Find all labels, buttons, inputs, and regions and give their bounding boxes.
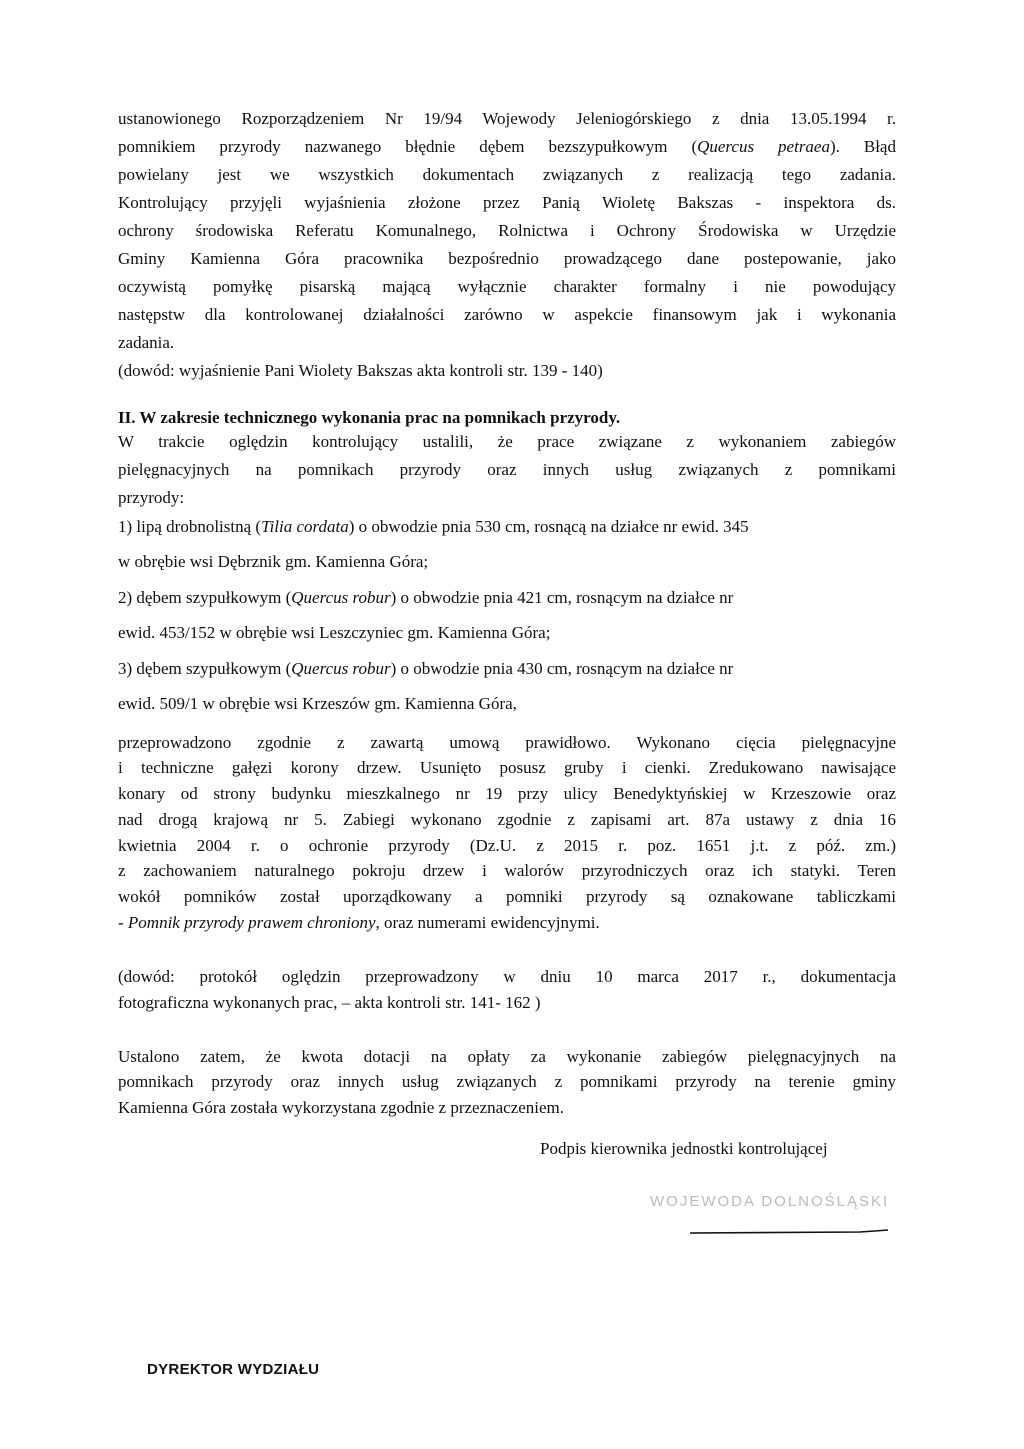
text-line: ustanowionego Rozporządzeniem Nr 19/94 Wojewody Jeleniogórskiego z dnia 13.05.1994 r. (118, 109, 896, 128)
text-line: przeprowadzono zgodnie z zawartą umową prawidłowo. Wykonano cięcia pielęgnacyjne (118, 733, 896, 752)
text-line: ewid. 453/152 w obrębie wsi Leszczyniec gm. Kamienna Góra; (118, 623, 551, 642)
text-line: ochrony środowiska Referatu Komunalnego, Rolnictwa i Ochrony Środowiska w Urzędzie (118, 221, 896, 240)
evidence-note: fotograficzna wykonanych prac, – akta kontroli str. 141- 162 ) (118, 993, 541, 1012)
text-line: pomnikach przyrody oraz innych usług związanych z pomnikami przyrody na terenie gminy (118, 1072, 896, 1091)
latin-name: Quercus robur (291, 659, 391, 678)
text-line: i techniczne gałęzi korony drzew. Usunięto posusz gruby i cienki. Zredukowano nawisające (118, 758, 896, 777)
text-line: konary od strony budynku mieszkalnego nr 19 przy ulicy Benedyktyńskiej w Krzeszowie oraz (118, 784, 896, 803)
text-line: kwietnia 2004 r. o ochronie przyrody (Dz.U. z 2015 r. poz. 1651 j.t. z póź. zm.) (118, 836, 896, 855)
list-item: 1) lipą drobnolistną (Tilia cordata) o obwodzie pnia 530 cm, rosnącą na działce nr ewid. 345 (118, 517, 749, 536)
evidence-note: (dowód: protokół oględzin przeprowadzony w dniu 10 marca 2017 r., dokumentacja (118, 967, 896, 986)
text-line: następstw dla kontrolowanej działalności zarówno w aspekcie finansowym jak i wykonania (118, 305, 896, 324)
latin-name: Quercus robur (291, 588, 391, 607)
text-line: z zachowaniem naturalnego pokroju drzew i walorów przyrodniczych oraz ich statyki. Teren (118, 861, 896, 880)
signature-stroke (690, 1227, 890, 1239)
section-heading: II. W zakresie technicznego wykonania prac na pomnikach przyrody. (118, 408, 621, 427)
text-line: przyrody: (118, 488, 185, 507)
stamp-text: WOJEWODA DOLNOŚLĄSKI (650, 1193, 890, 1210)
text-line: oczywistą pomyłkę pisarską mającą wyłącznie charakter formalny i nie powodujący (118, 277, 896, 296)
text-line: Kamienna Góra została wykorzystana zgodnie z przeznaczeniem. (118, 1098, 565, 1117)
latin-name: Tilia cordata (261, 517, 349, 536)
text-line: ewid. 509/1 w obrębie wsi Krzeszów gm. Kamienna Góra, (118, 694, 517, 713)
latin-name: Quercus petraea (697, 137, 830, 156)
signature-label: Podpis kierownika jednostki kontrolującej (540, 1139, 828, 1158)
text-line: Ustalono zatem, że kwota dotacji na opłaty za wykonanie zabiegów pielęgnacyjnych na (118, 1047, 896, 1066)
text-line: pomnikiem przyrody nazwanego błędnie dębem bezszypułkowym (Quercus petraea). Błąd (118, 137, 896, 156)
text-line: w obrębie wsi Dębrznik gm. Kamienna Góra; (118, 552, 429, 571)
text-line: Kontrolujący przyjęli wyjaśnienia złożone przez Panią Wioletę Bakszas - inspektora ds. (118, 193, 896, 212)
text-line: powielany jest we wszystkich dokumentach związanych z realizacją tego zadania. (118, 165, 896, 184)
text-line: nad drogą krajową nr 5. Zabiegi wykonano zgodnie z zapisami art. 87a ustawy z dnia 16 (118, 810, 896, 829)
evidence-note: (dowód: wyjaśnienie Pani Wiolety Bakszas akta kontroli str. 139 - 140) (118, 361, 603, 380)
text-line: - Pomnik przyrody prawem chroniony, oraz numerami ewidencyjnymi. (118, 913, 600, 932)
list-item: 3) dębem szypułkowym (Quercus robur) o obwodzie pnia 430 cm, rosnącym na działce nr (118, 659, 734, 678)
text-line: W trakcie oględzin kontrolujący ustalili, że prace związane z wykonaniem zabiegów (118, 432, 896, 451)
list-item: 2) dębem szypułkowym (Quercus robur) o obwodzie pnia 421 cm, rosnącym na działce nr (118, 588, 734, 607)
text-line: zadania. (118, 333, 175, 352)
text-line: pielęgnacyjnych na pomnikach przyrody oraz innych usług związanych z pomnikami (118, 460, 896, 479)
text-line: Gminy Kamienna Góra pracownika bezpośrednio prowadzącego dane postepowanie, jako (118, 249, 896, 268)
text-line: wokół pomników został uporządkowany a pomniki przyrody są oznakowane tabliczkami (118, 887, 896, 906)
director-title: DYREKTOR WYDZIAŁU (147, 1361, 320, 1378)
sign-text: Pomnik przyrody prawem chroniony (127, 913, 376, 932)
